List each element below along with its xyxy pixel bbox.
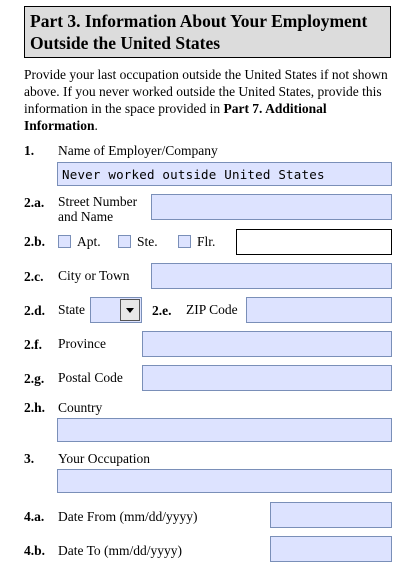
occupation-label: Your Occupation [58,451,150,466]
ste-label: Ste. [137,234,158,249]
item-number-2h: 2.h. [24,400,46,415]
employer-label: Name of Employer/Company [58,143,218,158]
flr-label: Flr. [197,234,216,249]
section-title-line2: Outside the United States [30,33,221,53]
city-input[interactable] [151,263,392,289]
item-number-4b: 4.b. [24,543,46,558]
instructions-text: Provide your last occupation outside the United States if not shown above. If you never worked outside the United States, provide this information in the space provided in [24,67,388,116]
zip-code-input[interactable] [246,297,392,323]
instructions-paragraph [24,66,392,134]
state-label: State [58,302,85,317]
state-select[interactable] [90,297,142,323]
zip-label: ZIP Code [186,302,238,317]
street-address-input[interactable] [151,194,392,220]
chevron-down-icon[interactable] [120,299,140,321]
section-header [24,6,391,58]
item-number-1: 1. [24,143,35,158]
item-number-2b: 2.b. [24,234,46,249]
country-input[interactable] [57,418,392,442]
unit-number-input[interactable] [236,229,392,255]
apt-label: Apt. [77,234,101,249]
date-from-label: Date From (mm/dd/yyyy) [58,509,198,524]
postal-code-label: Postal Code [58,370,123,385]
date-to-input[interactable] [270,536,392,562]
province-label: Province [58,336,106,351]
date-from-input[interactable] [270,502,392,528]
section-title-line1: Part 3. Information About Your Employment [30,11,368,31]
flr-checkbox[interactable] [178,235,191,248]
item-number-2d: 2.d. [24,303,46,318]
instructions-end: . [94,118,98,133]
postal-code-input[interactable] [142,365,392,391]
item-number-2f: 2.f. [24,337,42,352]
street-label-line2: and Name [58,209,114,224]
item-number-4a: 4.a. [24,509,45,524]
ste-checkbox[interactable] [118,235,131,248]
city-label: City or Town [58,268,130,283]
occupation-input[interactable] [57,469,392,493]
employer-name-input[interactable]: Never worked outside United States [57,162,392,186]
province-input[interactable] [142,331,392,357]
item-number-2a: 2.a. [24,195,45,210]
street-label-line1: Street Number [58,194,138,209]
country-label: Country [58,400,103,415]
item-number-2g: 2.g. [24,371,45,386]
instructions-bold-ref: Part 7. Additional Information [24,101,327,133]
item-number-3: 3. [24,451,35,466]
item-number-2e: 2.e. [152,303,172,318]
item-number-2c: 2.c. [24,269,44,284]
date-to-label: Date To (mm/dd/yyyy) [58,543,183,558]
apt-checkbox[interactable] [58,235,71,248]
